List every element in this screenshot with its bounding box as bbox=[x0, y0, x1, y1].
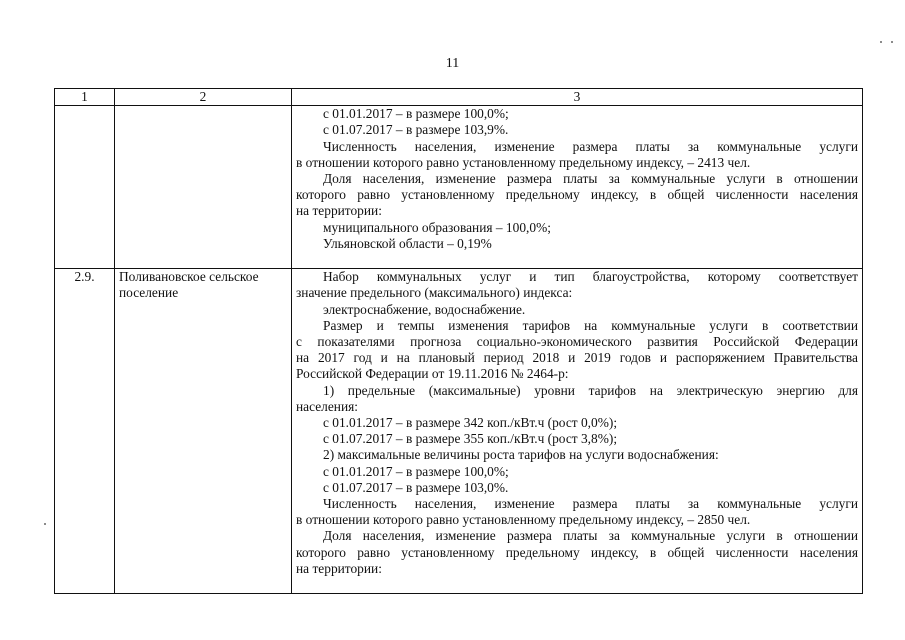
scan-speck bbox=[880, 41, 882, 43]
description-line: которого равно установленному предельному индексу, в общей численности населения bbox=[296, 187, 858, 203]
description-line: с показателями прогноза социально-экономического развития Российской Федерации bbox=[296, 334, 858, 350]
description-line: Доля населения, изменение размера платы за коммунальные услуги в отношении bbox=[323, 528, 858, 544]
description-cell bbox=[292, 269, 863, 594]
description-line: на 2017 год и на плановый период 2018 и 2019 годов и распоряжением Правительства bbox=[296, 350, 858, 366]
description-line: Российской Федерации от 19.11.2016 № 2464-р: bbox=[296, 366, 569, 382]
description-line: с 01.01.2017 – в размере 342 коп./кВт.ч (рост 0,0%); bbox=[323, 415, 618, 431]
description-line: на территории: bbox=[296, 203, 382, 219]
description-line: 2) максимальные величины роста тарифов на услуги водоснабжения: bbox=[323, 447, 719, 463]
description-line: Численность населения, изменение размера платы за коммунальные услуги bbox=[323, 138, 858, 154]
page-number: 11 bbox=[445, 56, 460, 71]
header-col-1: 1 bbox=[55, 89, 115, 106]
description-line: в отношении которого равно установленному предельному индексу, – 2850 чел. bbox=[296, 512, 751, 528]
scan-speck bbox=[44, 523, 46, 525]
description-line: Набор коммунальных услуг и тип благоустройства, которому соответствует bbox=[323, 269, 858, 285]
scan-speck bbox=[891, 41, 893, 43]
description-line: Ульяновской области – 0,19% bbox=[323, 235, 492, 251]
header-col-3: 3 bbox=[292, 89, 863, 106]
tariff-table bbox=[54, 88, 863, 594]
table-header-row bbox=[55, 89, 863, 106]
settlement-name-cell: Поливановское сельское поселение bbox=[115, 269, 292, 594]
description-line: значение предельного (максимального) индекса: bbox=[296, 285, 573, 301]
header-col-2: 2 bbox=[115, 89, 292, 106]
description-line: Доля населения, изменение размера платы за коммунальные услуги в отношении bbox=[323, 171, 858, 187]
description-line: Размер и темпы изменения тарифов на коммунальные услуги в соответствии bbox=[323, 317, 858, 333]
description-line: с 01.01.2017 – в размере 100,0%; bbox=[323, 106, 509, 122]
description-line: с 01.07.2017 – в размере 103,9%. bbox=[323, 122, 509, 138]
row-number-cell: 2.9. bbox=[55, 269, 115, 594]
description-line: муниципального образования – 100,0%; bbox=[323, 219, 551, 235]
description-line: Численность населения, изменение размера платы за коммунальные услуги bbox=[323, 496, 858, 512]
description-line: с 01.01.2017 – в размере 100,0%; bbox=[323, 463, 509, 479]
description-line: которого равно установленному предельному индексу, в общей численности населения bbox=[296, 544, 858, 560]
description-line: на территории: bbox=[296, 560, 382, 576]
description-line: с 01.07.2017 – в размере 103,0%. bbox=[323, 479, 509, 495]
description-line: 1) предельные (максимальные) уровни тарифов на электрическую энергию для bbox=[323, 382, 858, 398]
description-line: электроснабжение, водоснабжение. bbox=[323, 301, 526, 317]
description-line: с 01.07.2017 – в размере 355 коп./кВт.ч (рост 3,8%); bbox=[323, 431, 618, 447]
description-line: населения: bbox=[296, 398, 358, 414]
table-row bbox=[55, 269, 863, 594]
description-line: в отношении которого равно установленному предельному индексу, – 2413 чел. bbox=[296, 154, 751, 170]
row-number-cell bbox=[55, 106, 115, 269]
settlement-name-cell bbox=[115, 106, 292, 269]
table-row bbox=[55, 106, 863, 269]
description-cell bbox=[292, 106, 863, 269]
